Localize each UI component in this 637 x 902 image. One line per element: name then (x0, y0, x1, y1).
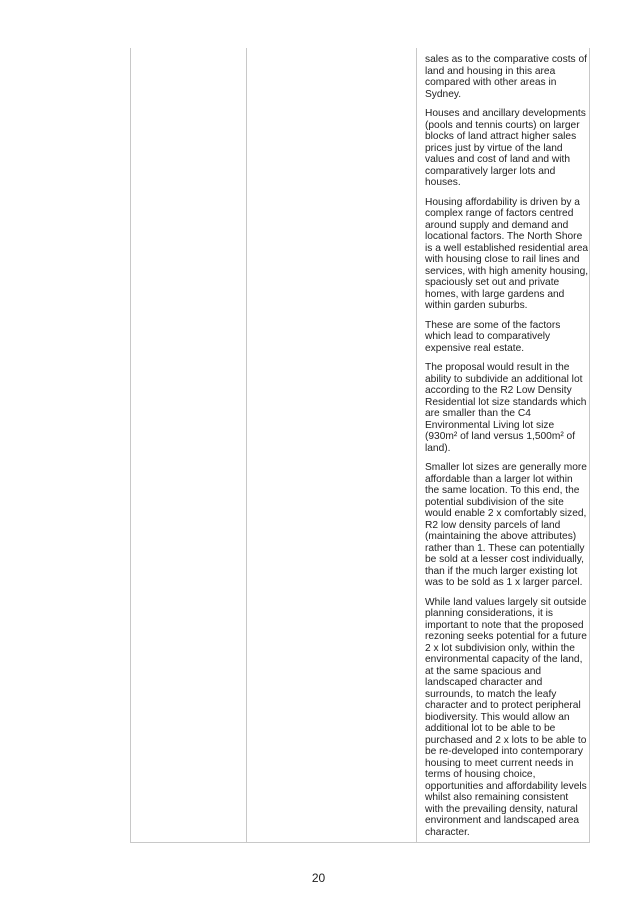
text-line: These are some of the factors (425, 319, 561, 331)
document-table (130, 48, 590, 843)
text-line: (maintaining the above attributes) (425, 531, 577, 542)
text-line: with housing close to rail lines and (425, 254, 580, 265)
text-line: comparatively larger lots and (425, 165, 556, 177)
text-line: prices just by virtue of the land (425, 142, 563, 154)
text-line: rather than 1. These can potentially (425, 542, 585, 554)
text-line: values and cost of land and with (425, 154, 570, 165)
text-line: (930m² of land versus 1,500m² of (425, 431, 576, 442)
text-line: according to the R2 Low Density (425, 385, 572, 396)
table-column-2 (246, 48, 417, 842)
text-line: be re-developed into contemporary (425, 746, 584, 757)
text-line: rezoning seeks potential for a future (425, 631, 587, 642)
text-line: R2 low density parcels of land (425, 519, 561, 531)
text-line: additional lot to be able to be (425, 723, 556, 734)
text-line: services, with high amenity housing, (425, 265, 589, 277)
text-line: which lead to comparatively (425, 331, 551, 342)
text-line: be sold at a lesser cost individually, (425, 554, 584, 565)
text-line: are smaller than the C4 (425, 408, 531, 419)
text-line: within garden suburbs. (425, 300, 528, 311)
text-line: biodiversity. This would allow an (425, 711, 570, 723)
text-line: housing to meet current needs in (425, 757, 574, 769)
text-line: ability to subdivide an additional lot (425, 373, 583, 385)
text-line: blocks of land attract higher sales (425, 131, 577, 142)
text-line: opportunities and affordability levels (425, 780, 587, 792)
text-line: sales as to the comparative costs of (425, 54, 587, 65)
text-line: with the prevailing density, natural (425, 803, 578, 815)
text-line: compared with other areas in (425, 77, 557, 88)
table-column-3 (416, 48, 589, 846)
text-line: around supply and demand and (425, 219, 569, 231)
text-line: The proposal would result in the (425, 362, 570, 373)
text-line: would enable 2 x comfortably sized, (425, 508, 587, 519)
text-line: affordable than a larger lot within (425, 473, 573, 485)
text-line: Smaller lot sizes are generally more (425, 462, 587, 473)
text-line: land and housing in this area (425, 65, 556, 77)
text-line: Housing affordability is driven by a (425, 196, 580, 208)
text-line: important to note that the proposed (425, 619, 584, 631)
text-line: potential subdivision of the site (425, 496, 564, 508)
text-line: Environmental Living lot size (425, 419, 555, 431)
text-line: character and to protect peripheral (425, 700, 581, 711)
text-line: was to be sold as 1 x larger parcel. (425, 577, 583, 588)
text-line: locational factors. The North Shore (425, 231, 583, 242)
text-line: houses. (425, 177, 461, 188)
text-line: Sydney. (425, 88, 462, 100)
text-line: Residential lot size standards which (425, 396, 587, 408)
paragraph (425, 196, 589, 312)
paragraph (425, 320, 583, 355)
paragraph (425, 108, 586, 189)
text-line: land). (425, 442, 451, 454)
text-line: surrounds, to match the leafy (425, 688, 557, 700)
text-line: is a well established residential area (425, 242, 589, 254)
text-line: homes, with large gardens and (425, 288, 565, 300)
text-line: whilst also remaining consistent (425, 792, 569, 803)
text-line: 2 x lot subdivision only, within the (425, 642, 575, 654)
text-line: terms of housing choice, (425, 769, 536, 780)
text-line: at the same spacious and (425, 665, 542, 677)
table-column-1 (131, 48, 247, 842)
page-number: 20 (311, 871, 326, 885)
text-line: complex range of factors centred (425, 208, 574, 219)
paragraph (425, 596, 587, 839)
text-line: character. (425, 826, 470, 838)
text-line: spaciously set out and private (425, 277, 560, 288)
text-line: (pools and tennis courts) on larger (425, 119, 580, 131)
paragraph (425, 462, 587, 589)
paragraph (425, 54, 587, 100)
text-line: than if the much larger existing lot (425, 565, 578, 577)
text-line: landscaped character and (425, 677, 543, 688)
text-line: the same location. To this end, the (425, 485, 580, 496)
text-line: Houses and ancillary developments (425, 108, 586, 119)
text-line: purchased and 2 x lots to be able to (425, 734, 587, 746)
text-line: planning considerations, it is (425, 608, 553, 619)
paragraph (425, 362, 587, 454)
text-line: While land values largely sit outside (425, 596, 587, 608)
text-line: environmental capacity of the land, (425, 654, 583, 665)
text-line: environment and landscaped area (425, 815, 580, 826)
text-line: expensive real estate. (425, 342, 525, 354)
